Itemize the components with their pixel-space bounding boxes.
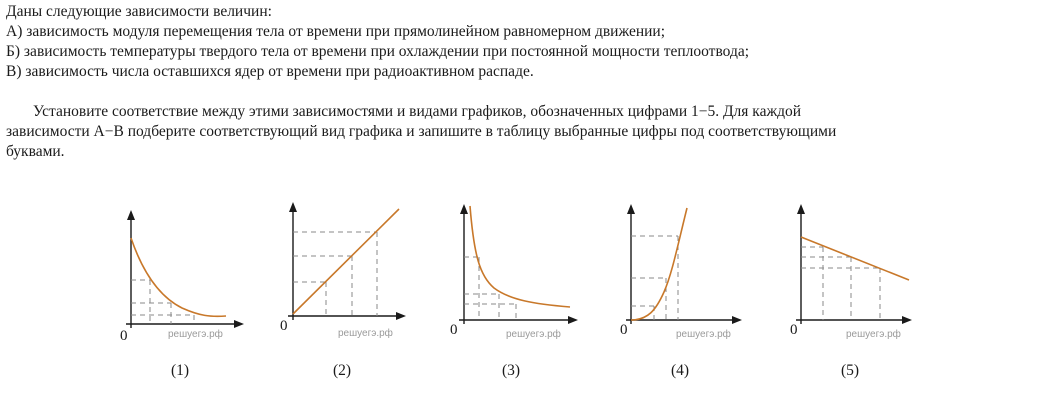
- y-arrow-icon: [797, 204, 805, 214]
- graph-3-caption: (3): [501, 362, 521, 379]
- x-arrow-icon: [902, 316, 912, 324]
- watermark: решуегэ.рф: [846, 329, 901, 340]
- y-arrow-icon: [627, 204, 635, 214]
- origin-label: 0: [790, 322, 798, 338]
- x-arrow-icon: [234, 320, 244, 328]
- decay-curve: [131, 238, 226, 316]
- origin-label: 0: [450, 322, 458, 338]
- graph-4: [616, 196, 786, 396]
- axes: [626, 210, 736, 324]
- task-line-2: зависимости А−В подберите соответствующий вид графика и запишите в таблицу выбранные цифры под соответствующими: [6, 123, 837, 140]
- graph-5-caption: (5): [840, 362, 860, 379]
- watermark: решуегэ.рф: [676, 329, 731, 340]
- guide-lines: [631, 236, 678, 320]
- graph-2-caption: (2): [332, 362, 352, 379]
- graph-4-caption: (4): [670, 362, 690, 379]
- task-paragraph: [6, 102, 1032, 162]
- graphs-row: [0, 196, 1040, 402]
- graph-1-caption: (1): [170, 362, 190, 379]
- task-line-3: буквами.: [6, 143, 65, 160]
- origin-label: 0: [120, 328, 128, 344]
- x-arrow-icon: [568, 316, 578, 324]
- x-arrow-icon: [396, 312, 406, 320]
- origin-label: 0: [620, 322, 628, 338]
- linear-line: [801, 237, 909, 280]
- watermark: решуегэ.рф: [506, 329, 561, 340]
- watermark: решуегэ.рф: [168, 329, 223, 340]
- axes: [126, 216, 238, 328]
- y-arrow-icon: [289, 202, 297, 212]
- item-c: В) зависимость числа оставшихся ядер от времени при радиоактивном распаде.: [6, 63, 534, 80]
- guide-lines: [464, 257, 516, 320]
- x-arrow-icon: [732, 316, 742, 324]
- item-a: А) зависимость модуля перемещения тела от времени при прямолинейном равномерном движении;: [6, 23, 666, 40]
- y-arrow-icon: [460, 204, 468, 214]
- graph-1: [112, 196, 282, 396]
- intro-text: Даны следующие зависимости величин:: [6, 3, 272, 20]
- problem-text: [6, 2, 1032, 162]
- hyperbola-curve: [470, 206, 570, 307]
- guide-lines: [293, 232, 377, 316]
- origin-label: 0: [280, 318, 288, 334]
- watermark: решуегэ.рф: [338, 328, 393, 339]
- graph-5: [786, 196, 956, 396]
- item-b: Б) зависимость температуры твердого тела от времени при охлаждении при постоянной мощности теплоотвода;: [6, 43, 750, 60]
- y-arrow-icon: [127, 210, 135, 220]
- parabola-curve: [631, 208, 687, 320]
- graph-3: [446, 196, 616, 396]
- linear-line: [293, 209, 399, 314]
- task-line-1: Установите соответствие между этими зависимостями и видами графиков, обозначенных цифрами 1−5. Для каждой: [33, 103, 802, 120]
- graph-2: [276, 196, 446, 396]
- guide-lines: [801, 247, 880, 320]
- guide-lines: [131, 280, 194, 324]
